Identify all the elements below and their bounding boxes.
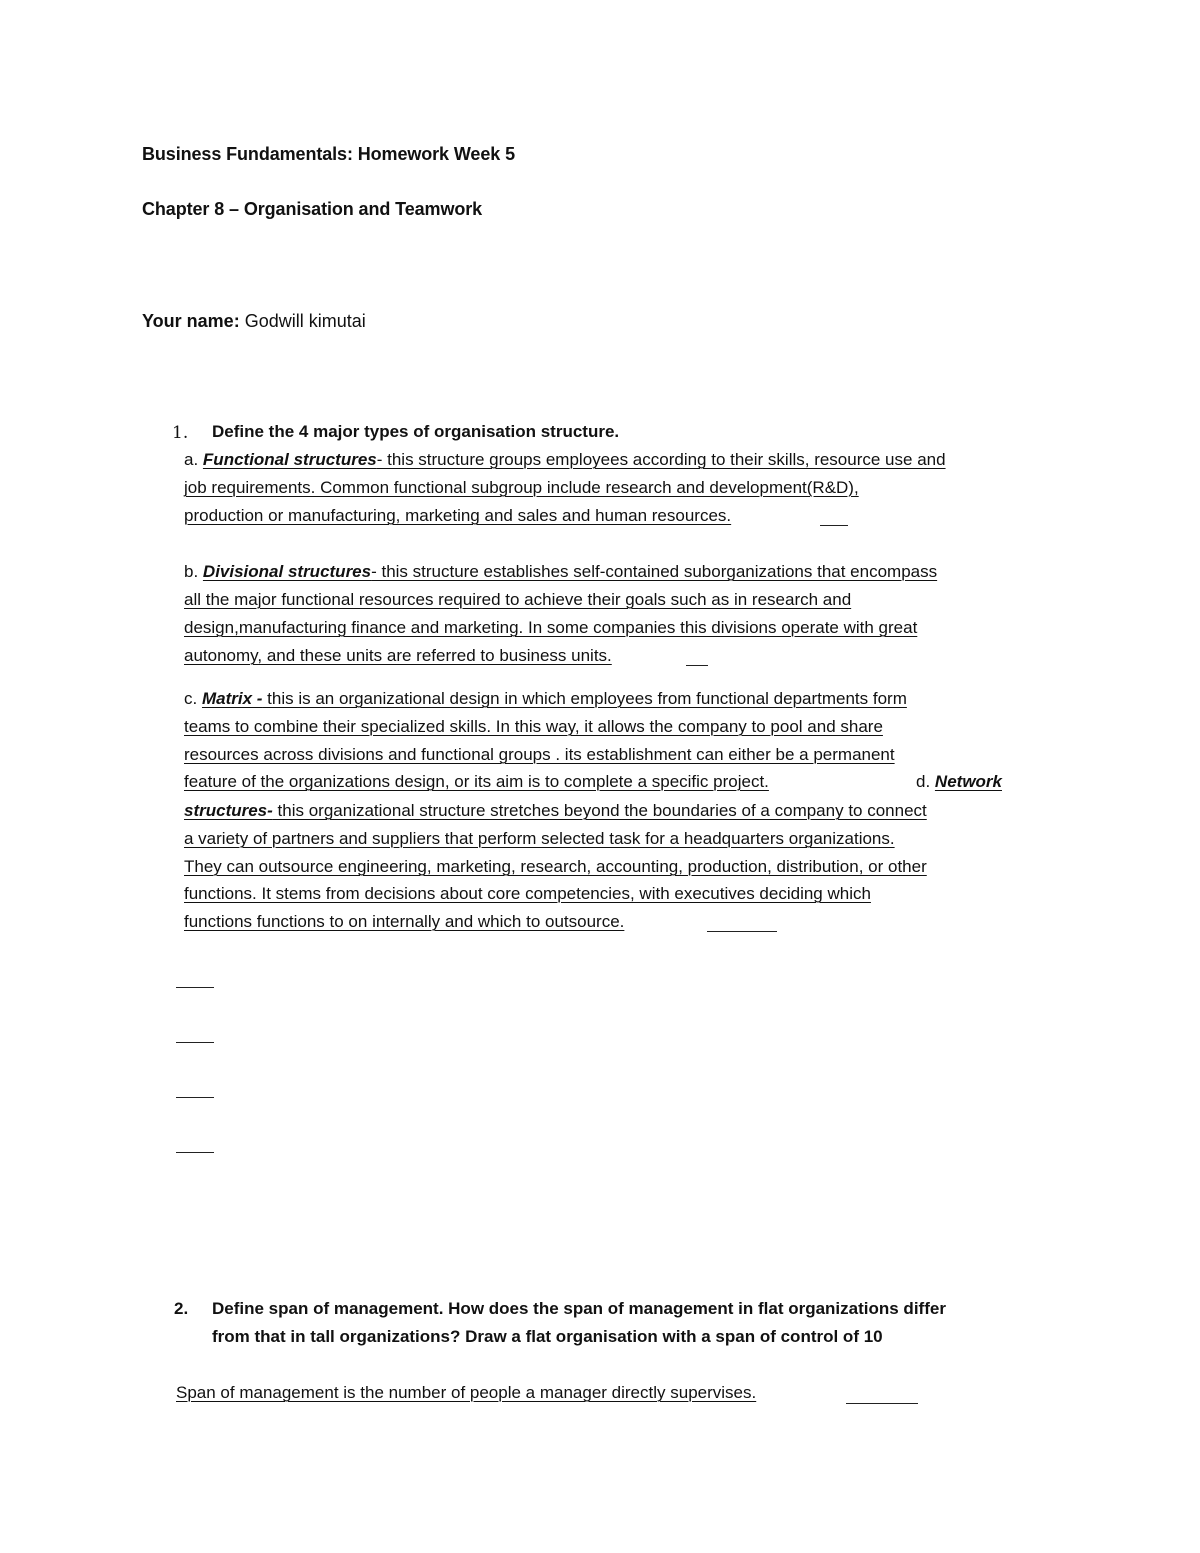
- answer-b-letter: b.: [184, 562, 199, 581]
- question-2-text-line-2: from that in tall organizations? Draw a flat organisation with a span of control of 10: [212, 1327, 883, 1346]
- answer-c-line-2: teams to combine their specialized skills. In this way, it allows the company to pool and share: [184, 717, 883, 736]
- answer-c-line-4: [184, 772, 769, 792]
- answer-b-line-2: all the major functional resources required to achieve their goals such as in research and: [184, 590, 852, 609]
- blank-answer-line: [176, 1097, 214, 1098]
- answer-d-term-part-2: structures-: [184, 801, 273, 820]
- name-value: Godwill kimutai: [244, 311, 366, 331]
- answer-b-line-1-text: - this structure establishes self-contained suborganizations that encompass: [371, 562, 938, 581]
- name-label: Your name:: [142, 311, 240, 331]
- answer-b-line-4: autonomy, and these units are referred to business units.: [184, 646, 612, 665]
- question-2-number: 2.: [174, 1299, 189, 1318]
- answer-b-trailing-rule: [686, 665, 708, 666]
- answer-d-line-1-start: [916, 772, 1002, 792]
- document-title: Business Fundamentals: Homework Week 5: [142, 144, 515, 164]
- answer-a-term-and-text: [203, 450, 946, 469]
- answer-c-letter: c.: [184, 689, 198, 708]
- answer-d-term-part-1: Network: [934, 772, 1002, 791]
- answer-d-line-2: a variety of partners and suppliers that perform selected task for a headquarters organizations.: [184, 829, 895, 848]
- answer-a-line-3: production or manufacturing, marketing and sales and human resources.: [184, 506, 732, 525]
- question-2-answer: [176, 1383, 756, 1403]
- answer-d-line-1-text: this organizational structure stretches beyond the boundaries of a company to connect: [272, 801, 927, 820]
- answer-d-line-5: functions functions to on internally and which to outsource.: [184, 912, 625, 931]
- answer-a-line-1-text: - this structure groups employees according to their skills, resource use and: [376, 450, 946, 469]
- chapter-heading: Chapter 8 – Organisation and Teamwork: [142, 199, 483, 219]
- answer-d-line-1: [184, 801, 927, 821]
- answer-d-line-3: They can outsource engineering, marketing, research, accounting, production, distribution, or other: [184, 857, 927, 876]
- name-row: [142, 311, 366, 332]
- answer-a-line-2: job requirements. Common functional subgroup include research and development(R&D),: [184, 478, 859, 497]
- answer-c-line-3: resources across divisions and functional groups . its establishment can either be a permanent: [184, 745, 895, 764]
- answer-a-line-1: [184, 450, 946, 470]
- question-2-answer-text: Span of management is the number of people a manager directly supervises.: [176, 1383, 757, 1402]
- answer-a-letter: a.: [184, 450, 199, 469]
- answer-d-letter: d.: [916, 772, 931, 791]
- answer-d-line-4: functions. It stems from decisions about core competencies, with executives deciding which: [184, 884, 871, 903]
- answer-d-trailing-rule: [707, 931, 777, 932]
- answer-a-trailing-rule: [820, 525, 848, 526]
- blank-answer-line: [176, 1042, 214, 1043]
- question-1-number: 1.: [172, 423, 189, 443]
- question-2-answer-trailing-rule: [846, 1403, 918, 1404]
- answer-c-term-and-text: [202, 689, 907, 708]
- answer-c-line-1: [184, 689, 907, 709]
- answer-b-line-1: [184, 562, 937, 582]
- blank-answer-line: [176, 1152, 214, 1153]
- question-1-text: Define the 4 major types of organisation structure.: [212, 422, 620, 441]
- answer-c-line-4-text: feature of the organizations design, or its aim is to complete a specific project.: [184, 772, 769, 791]
- answer-b-term-and-text: [203, 562, 937, 581]
- answer-a-term: Functional structures: [202, 450, 377, 469]
- answer-b-line-3: design,manufacturing finance and marketing. In some companies this divisions operate with great: [184, 618, 918, 637]
- answer-b-term: Divisional structures: [202, 562, 372, 581]
- answer-c-term: Matrix -: [201, 689, 263, 708]
- answer-c-line-1-text: this is an organizational design in which employees from functional departments form: [262, 689, 907, 708]
- answer-d-term-and-text: [184, 801, 927, 820]
- question-2-text-line-1: Define span of management. How does the span of management in flat organizations differ: [212, 1299, 946, 1318]
- blank-answer-line: [176, 987, 214, 988]
